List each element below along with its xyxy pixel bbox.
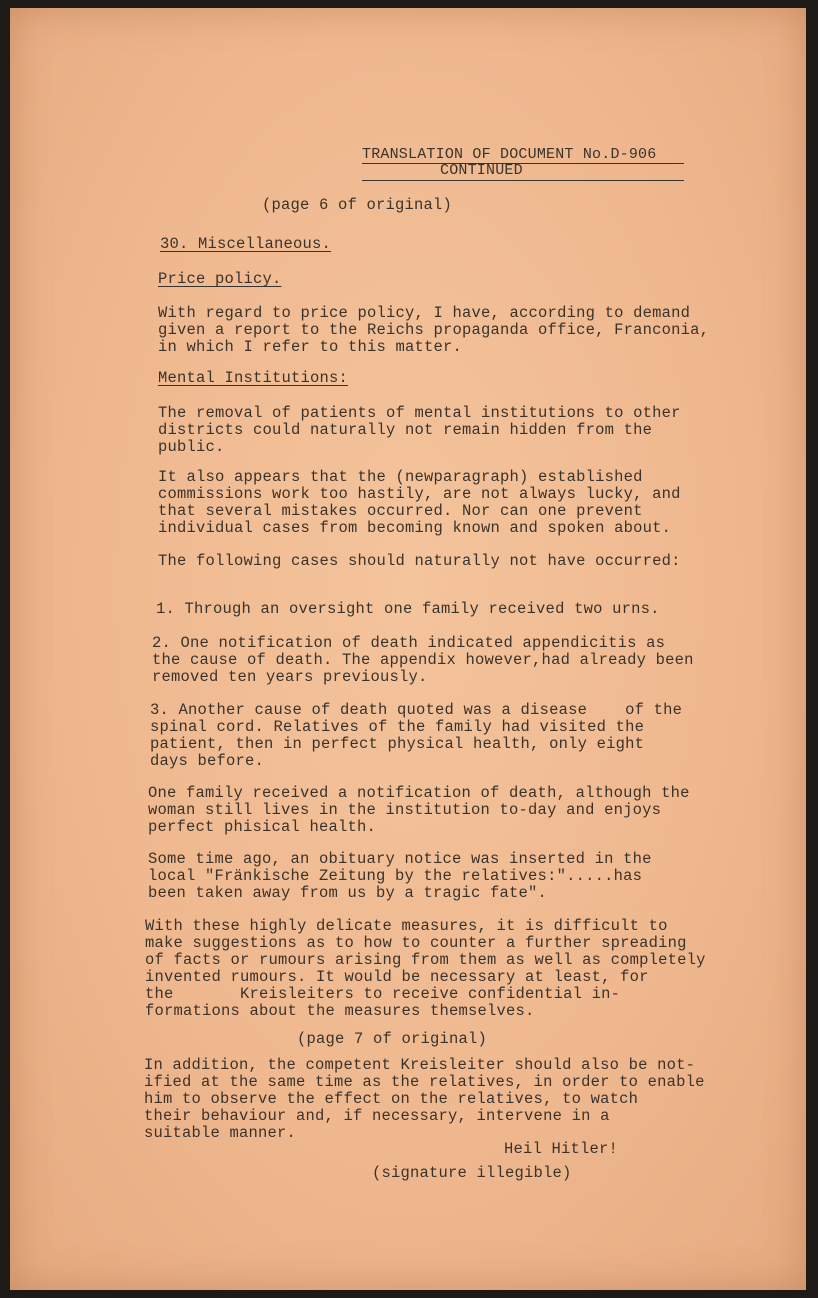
- family-line: perfect phisical health.: [148, 818, 377, 836]
- case-3: [150, 702, 682, 770]
- mental-para1-line: public.: [158, 438, 225, 456]
- case2-line: 2. One notification of death indicated appendicitis as: [152, 634, 666, 652]
- closing-paragraph: [144, 1057, 705, 1142]
- page-reference-mid: (page 7 of original): [297, 1030, 488, 1048]
- case3-line: spinal cord. Relatives of the family had visited the: [150, 718, 645, 736]
- measures-line: formations about the measures themselves.: [145, 1002, 535, 1020]
- case-2: [152, 635, 694, 686]
- signature: (signature illegible): [372, 1164, 572, 1182]
- price-policy-paragraph: [158, 305, 709, 356]
- mental-paragraph-2: [158, 469, 681, 537]
- obituary-line: local "Fränkische Zeitung by the relatives:".....has: [148, 867, 643, 885]
- mental-institutions-heading: Mental Institutions:: [158, 369, 349, 387]
- obituary-line: Some time ago, an obituary notice was inserted in the: [148, 850, 652, 868]
- measures-line: the Kreisleiters to receive confidential in-: [145, 985, 621, 1003]
- page-reference-top: (page 6 of original): [262, 196, 453, 214]
- measures-paragraph: [145, 918, 706, 1020]
- document-subtitle: CONTINUED: [440, 162, 523, 179]
- mental-para1-line: districts could naturally not remain hidden from the: [158, 421, 653, 439]
- section-heading: 30. Miscellaneous.: [160, 235, 332, 253]
- measures-line: make suggestions as to how to counter a further spreading: [145, 934, 687, 952]
- measures-line: of facts or rumours arising from them as well as completely: [145, 951, 706, 969]
- measures-line: With these highly delicate measures, it is difficult to: [145, 917, 668, 935]
- subtitle-rule: [362, 180, 684, 181]
- closing-line: him to observe the effect on the relatives, to watch: [144, 1090, 639, 1108]
- case3-line: 3. Another cause of death quoted was a disease of the: [150, 701, 683, 719]
- mental-para2-line: that several mistakes occurred. Nor can one prevent: [158, 502, 643, 520]
- price-policy-line: in which I refer to this matter.: [158, 338, 463, 356]
- closing-line: their behaviour and, if necessary, intervene in a: [144, 1107, 610, 1125]
- measures-line: invented rumours. It would be necessary at least, for: [145, 968, 649, 986]
- mental-paragraph-3: The following cases should naturally not have occurred:: [158, 552, 681, 570]
- closing-line: In addition, the competent Kreisleiter should also be not-: [144, 1056, 696, 1074]
- family-line: One family received a notification of death, although the: [148, 784, 690, 802]
- mental-para1-line: The removal of patients of mental institutions to other: [158, 404, 681, 422]
- case2-line: removed ten years previously.: [152, 668, 428, 686]
- obituary-paragraph: [148, 851, 652, 902]
- closing-line: ified at the same time as the relatives, in order to enable: [144, 1073, 705, 1091]
- price-policy-heading: Price policy.: [158, 270, 282, 288]
- sign-off: Heil Hitler!: [504, 1140, 619, 1158]
- title-rule: [362, 163, 684, 164]
- document-title: TRANSLATION OF DOCUMENT No.D-906: [362, 146, 657, 163]
- price-policy-line: With regard to price policy, I have, according to demand: [158, 304, 691, 322]
- mental-para2-line: It also appears that the (newparagraph) established: [158, 468, 643, 486]
- case-1: 1. Through an oversight one family received two urns.: [156, 600, 660, 618]
- price-policy-line: given a report to the Reichs propaganda office, Franconia,: [158, 321, 710, 339]
- mental-para2-line: individual cases from becoming known and spoken about.: [158, 519, 672, 537]
- mental-para2-line: commissions work too hastily, are not always lucky, and: [158, 485, 681, 503]
- family-paragraph: [148, 785, 690, 836]
- closing-line: suitable manner.: [144, 1124, 297, 1142]
- mental-paragraph-1: [158, 405, 681, 456]
- case3-line: days before.: [150, 752, 265, 770]
- case3-line: patient, then in perfect physical health, only eight: [150, 735, 645, 753]
- family-line: woman still lives in the institution to-day and enjoys: [148, 801, 662, 819]
- obituary-line: been taken away from us by a tragic fate".: [148, 884, 548, 902]
- case2-line: the cause of death. The appendix however,had already been: [152, 651, 694, 669]
